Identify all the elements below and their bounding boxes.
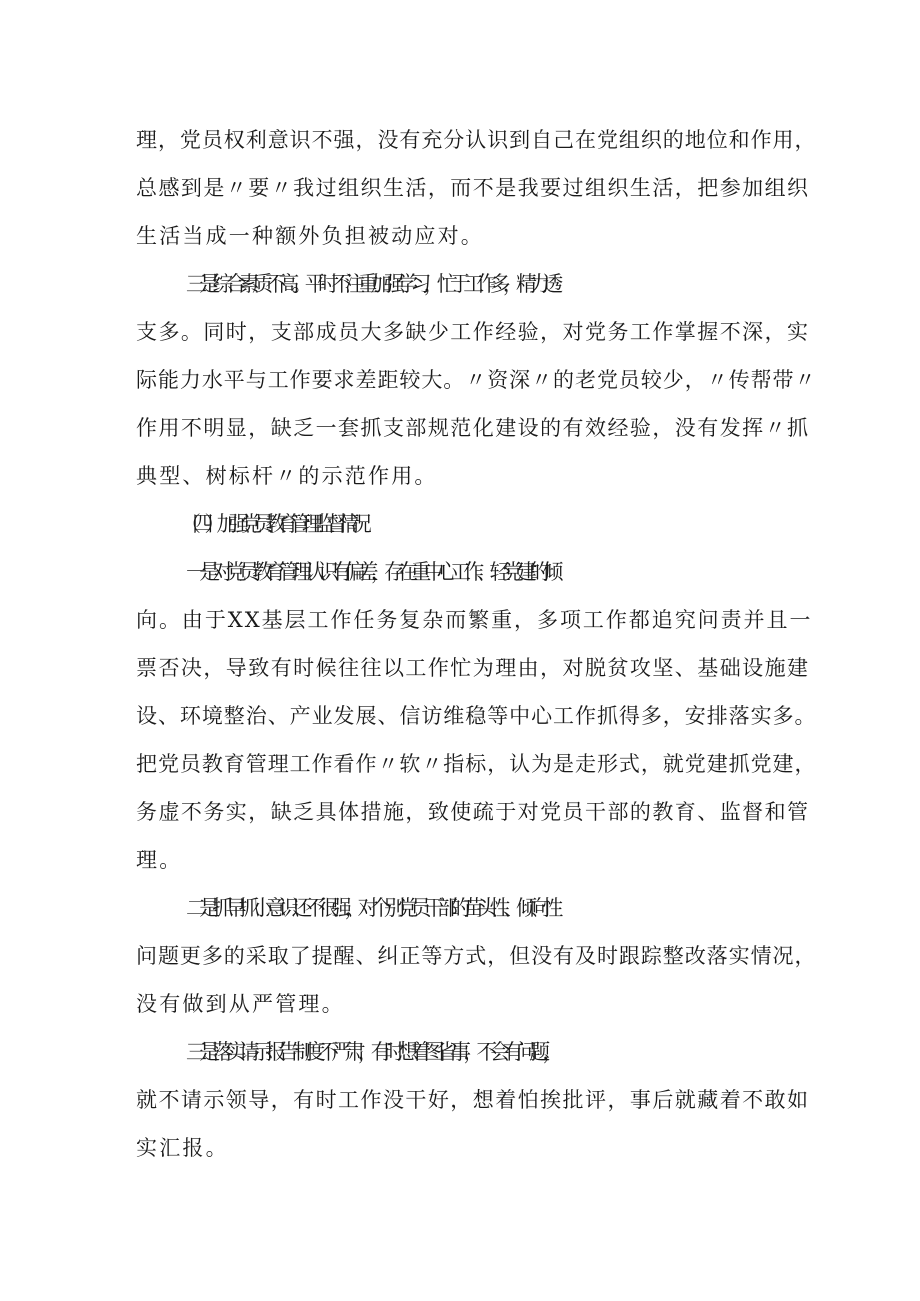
section-heading: （四）加强党员教育管理监督情况	[180, 512, 363, 536]
paragraph-line: 作用不明显，缺乏一套抓支部规范化建设的有效经验，没有发挥〃抓	[136, 416, 810, 440]
paragraph-line: 就不请示领导，有时工作没干好，想着怕挨批评，事后就藏着不敢如	[136, 1088, 810, 1112]
paragraph-line: 把党员教育管理工作看作〃软〃指标，认为是走形式，就党建抓党建，	[136, 752, 817, 776]
paragraph-line: 设、环境整治、产业发展、信访维稳等中心工作抓得多，安排落实多。	[136, 704, 817, 728]
paragraph-line: 票否决，导致有时候往往以工作忙为理由，对脱贫攻坚、基础设施建	[136, 656, 810, 680]
paragraph-line: 际能力水平与工作要求差距较大。〃资深〃的老党员较少，〃传帮带〃	[136, 368, 817, 392]
paragraph-line: 问题更多的采取了提醒、纠正等方式，但没有及时跟踪整改落实情况，	[136, 944, 817, 968]
paragraph-line: 理。	[136, 848, 183, 872]
paragraph-line: 总感到是〃要〃我过组织生活，而不是我要过组织生活，把参加组织	[136, 176, 810, 200]
paragraph-line: 一是对党员教育管理认识有偏差，存在重中心工作、轻党建的倾	[186, 560, 556, 584]
paragraph-line: 三是综合素质不高。平时不注重加强学习，忙于工作多，精力透	[186, 272, 556, 296]
paragraph-line: 向。由于XX基层工作任务复杂而繁重，多项工作都追究问责并且一	[136, 608, 813, 632]
paragraph-line: 实汇报。	[136, 1136, 229, 1160]
paragraph-line: 生活当成一种额外负担被动应对。	[136, 224, 484, 248]
paragraph-line: 没有做到从严管理。	[136, 992, 345, 1016]
paragraph-line: 三是落实请示报告制度不严肃，有时想着图省事，不会有问题，	[186, 1040, 556, 1064]
paragraph-line: 理，党员权利意识不强，没有充分认识到自己在党组织的地位和作用，	[136, 128, 817, 152]
paragraph-line: 务虚不务实，缺乏具体措施，致使疏于对党员干部的教育、监督和管	[136, 800, 810, 824]
paragraph-line: 典型、树标杆〃的示范作用。	[136, 464, 438, 488]
paragraph-line: 支多。同时，支部成员大多缺少工作经验，对党务工作掌握不深，实	[136, 320, 810, 344]
paragraph-line: 二是抓早抓小意识还不很强，对个别党员干部的苗头性、倾向性	[186, 896, 556, 920]
